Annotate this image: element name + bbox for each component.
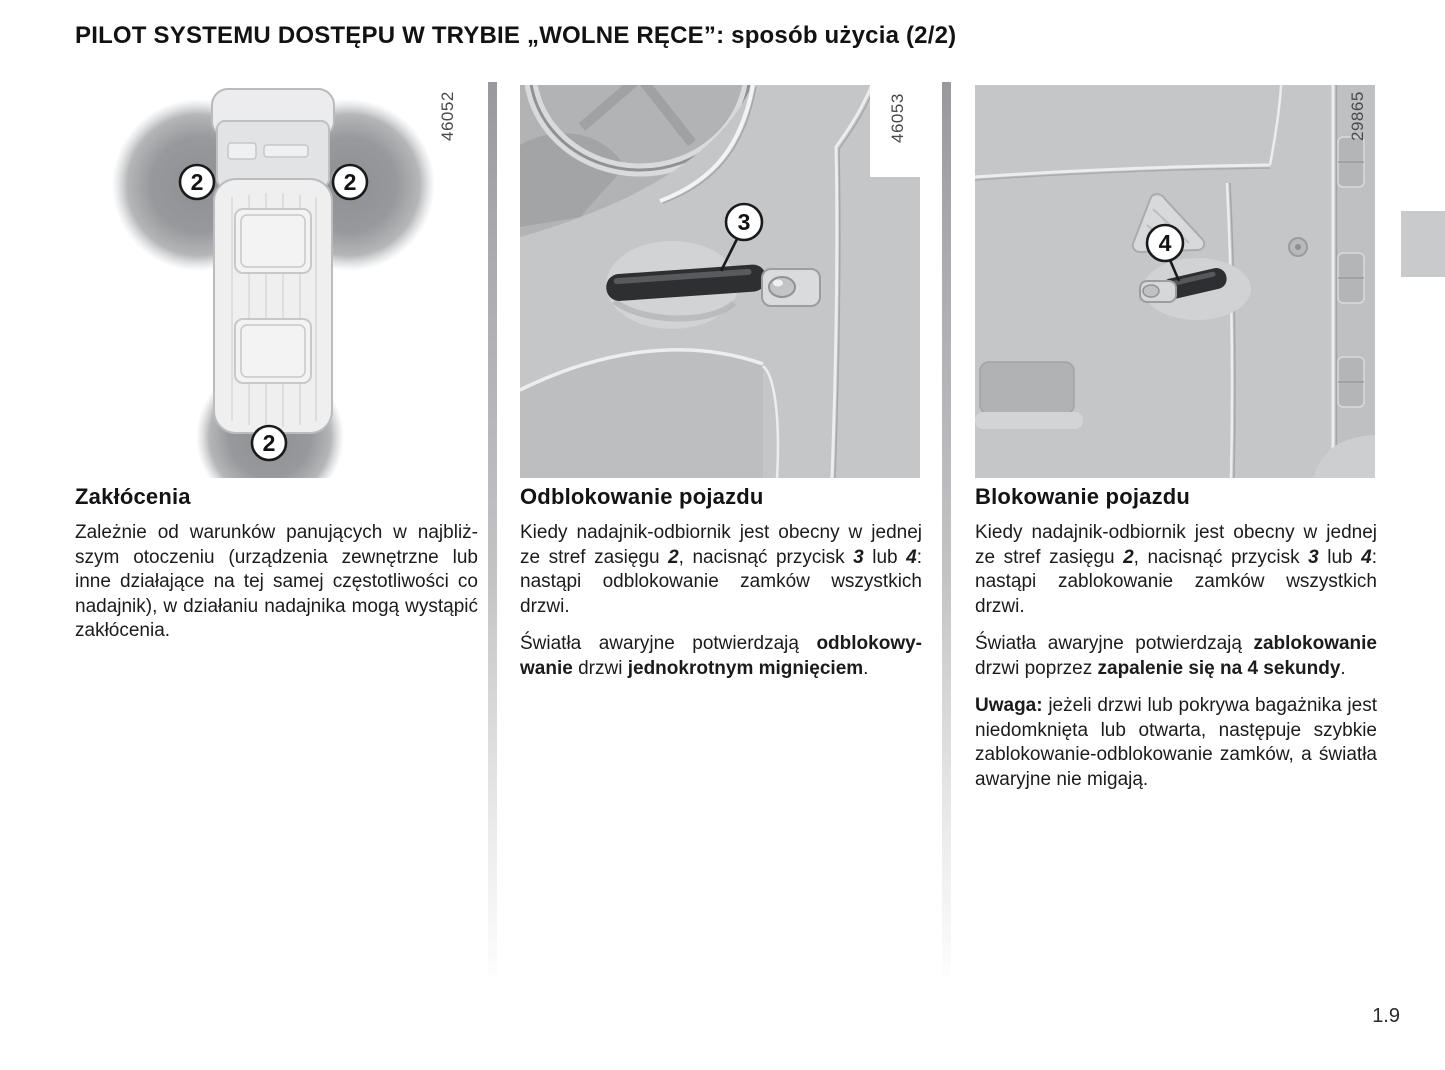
column-unlocking xyxy=(520,484,922,694)
rear-door-illustration xyxy=(975,85,1375,478)
column-heading: Odblokowanie pojazdu xyxy=(520,484,764,509)
column-paragraphs xyxy=(975,521,1377,792)
paragraph: Światła awaryjne potwierdzają odblokowywanie drzwi jednokrotnym mignięciem. xyxy=(520,633,922,679)
figure-code: 46052 xyxy=(438,91,457,141)
plate-recess xyxy=(975,362,1083,429)
door-hinges xyxy=(1338,137,1364,407)
column-separator xyxy=(942,82,951,977)
van-top-view-illustration xyxy=(78,85,478,478)
paragraph: Uwaga: jeżeli drzwi lub pokrywa bagażnika jest niedomknięta lub otwarta, następuje szybkie zablokowanie-odblokowanie zamków, a światła awaryjne nie migają. xyxy=(975,695,1377,790)
paragraph: Światła awaryjne potwierdzają zablokowanie drzwi poprzez zapalenie się na 4 sekundy. xyxy=(975,633,1377,679)
callout-label: 4 xyxy=(1158,230,1172,256)
figure-front-door-handle xyxy=(520,85,920,478)
callout-label: 2 xyxy=(190,169,204,195)
figure-code: 29865 xyxy=(1348,91,1367,141)
paragraph: Zależnie od warunków panujących w najbliższym otoczeniu (urządzenia zewnętrzne lub inne działające na tej samej częstotliwości co nadajnik), w działaniu nadajnika mogą wystąpić zakłócenia. xyxy=(75,522,478,641)
callout-zone-left xyxy=(180,165,214,199)
door-lock xyxy=(1289,238,1307,256)
figure-code: 46053 xyxy=(888,93,907,143)
paragraph: Kiedy nadajnik-odbiornik jest obecny w jednej ze stref zasięgu 2, nacisnąć przycisk 3 lub 4: nastąpi odblokowanie zamków wszystkich drzwi. xyxy=(520,522,922,617)
callout-zone-rear xyxy=(252,426,286,460)
column-heading: Zakłócenia xyxy=(75,484,191,509)
column-paragraphs xyxy=(75,521,478,644)
figure-rear-door-handle xyxy=(975,85,1375,478)
callout-label: 2 xyxy=(343,169,357,195)
callout-zone-right xyxy=(333,165,367,199)
page-title-sub: sposób użycia (2/2) xyxy=(731,22,957,49)
column-locking xyxy=(975,484,1377,805)
van-body xyxy=(195,89,351,433)
column-interference xyxy=(75,484,478,657)
column-separator xyxy=(488,82,497,977)
page-title-main: PILOT SYSTEMU DOSTĘPU W TRYBIE „WOLNE RĘCE”: xyxy=(75,22,725,49)
column-paragraphs xyxy=(520,521,922,681)
handle-lock-cap xyxy=(762,269,820,306)
handle-lock-cap xyxy=(1140,281,1176,302)
page-title xyxy=(75,22,956,50)
paragraph: Kiedy nadajnik-odbiornik jest obecny w jednej ze stref zasięgu 2, nacisnąć przycisk 3 lub 4: nastąpi zablokowanie zamków wszystkich drzwi. xyxy=(975,522,1377,617)
figure-van-top-view xyxy=(78,85,478,478)
chapter-edge-tab xyxy=(1401,211,1445,277)
callout-label: 2 xyxy=(262,430,276,456)
callout-label: 3 xyxy=(737,209,751,235)
column-heading: Blokowanie pojazdu xyxy=(975,484,1191,509)
front-door-illustration xyxy=(520,85,920,478)
page-number: 1.9 xyxy=(1372,1005,1400,1027)
